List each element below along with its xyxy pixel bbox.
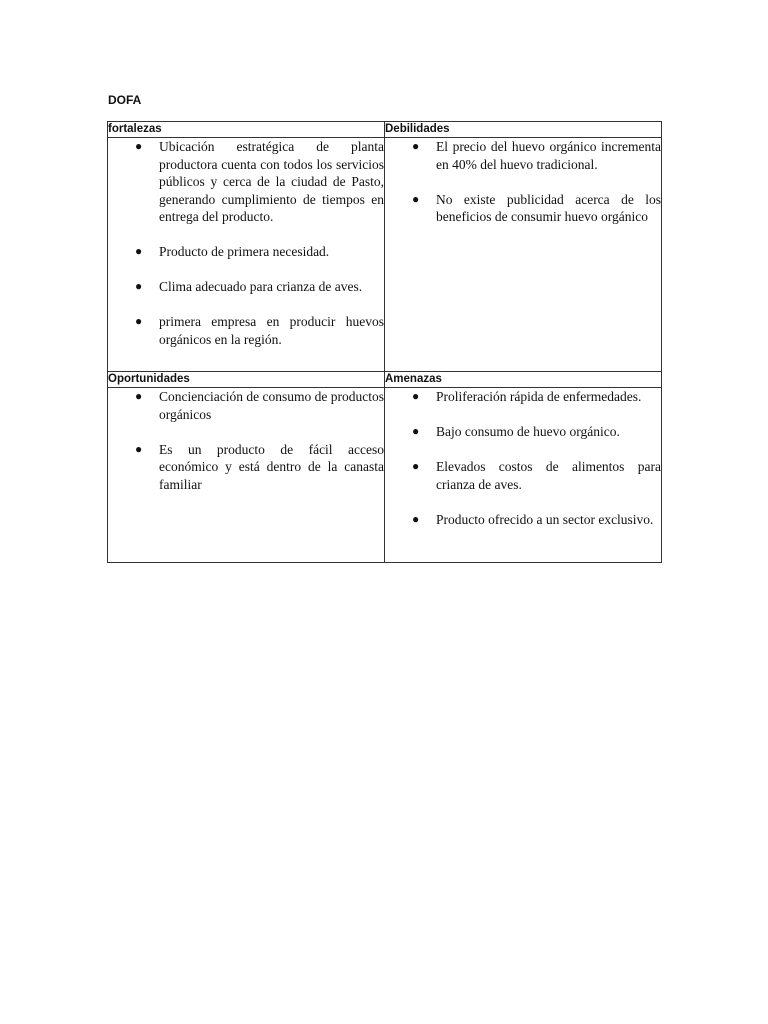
amenazas-heading: Amenazas [385, 372, 662, 388]
document-title: DOFA [108, 93, 142, 107]
list-item: ● Concienciación de consumo de productos orgánicos [135, 389, 384, 422]
fortalezas-cell [108, 138, 385, 372]
bullet-icon: ● [135, 279, 143, 293]
bullet-icon: ● [412, 139, 420, 153]
debilidades-cell [385, 138, 662, 372]
list-item: ● primera empresa en producir huevos orgánicos en la región. [135, 314, 384, 347]
amenazas-list [385, 388, 661, 528]
fortalezas-heading: fortalezas [108, 122, 385, 138]
list-item: ● El precio del huevo orgánico incrementa en 40% del huevo tradicional. [412, 139, 661, 172]
bullet-icon: ● [135, 139, 143, 153]
debilidades-list [385, 138, 661, 226]
list-item: ● No existe publicidad acerca de los beneficios de consumir huevo orgánico [412, 191, 661, 224]
bullet-icon: ● [412, 191, 420, 206]
bullet-icon: ● [135, 441, 143, 456]
bullet-icon: ● [412, 459, 420, 473]
oportunidades-cell [108, 388, 385, 563]
list-item: ● Proliferación rápida de enfermedades. [412, 389, 642, 404]
list-item: ● Producto de primera necesidad. [135, 244, 330, 259]
bullet-icon: ● [412, 389, 420, 403]
list-item: ● Bajo consumo de huevo orgánico. [412, 424, 620, 439]
amenazas-cell [385, 388, 662, 563]
bullet-icon: ● [135, 314, 143, 328]
fortalezas-list [108, 138, 384, 348]
list-item: ● Es un producto de fácil acceso económico y está dentro de la canasta familiar [135, 441, 384, 492]
dofa-table [107, 121, 662, 563]
bullet-icon: ● [412, 424, 420, 438]
bullet-icon: ● [135, 389, 143, 403]
list-item: ● Elevados costos de alimentos para crianza de aves. [412, 459, 661, 492]
list-item: ● Producto ofrecido a un sector exclusivo. [412, 511, 654, 527]
bullet-icon: ● [135, 244, 143, 258]
debilidades-heading: Debilidades [385, 122, 662, 138]
bullet-icon: ● [412, 511, 420, 526]
oportunidades-list [108, 388, 384, 493]
list-item: ● Ubicación estratégica de planta productora cuenta con todos los servicios públicos y cerca de la ciudad de Pasto, generando cumplimiento de tiempos en entrega del producto. [135, 139, 384, 224]
oportunidades-heading: Oportunidades [108, 372, 385, 388]
list-item: ● Clima adecuado para crianza de aves. [135, 279, 363, 294]
